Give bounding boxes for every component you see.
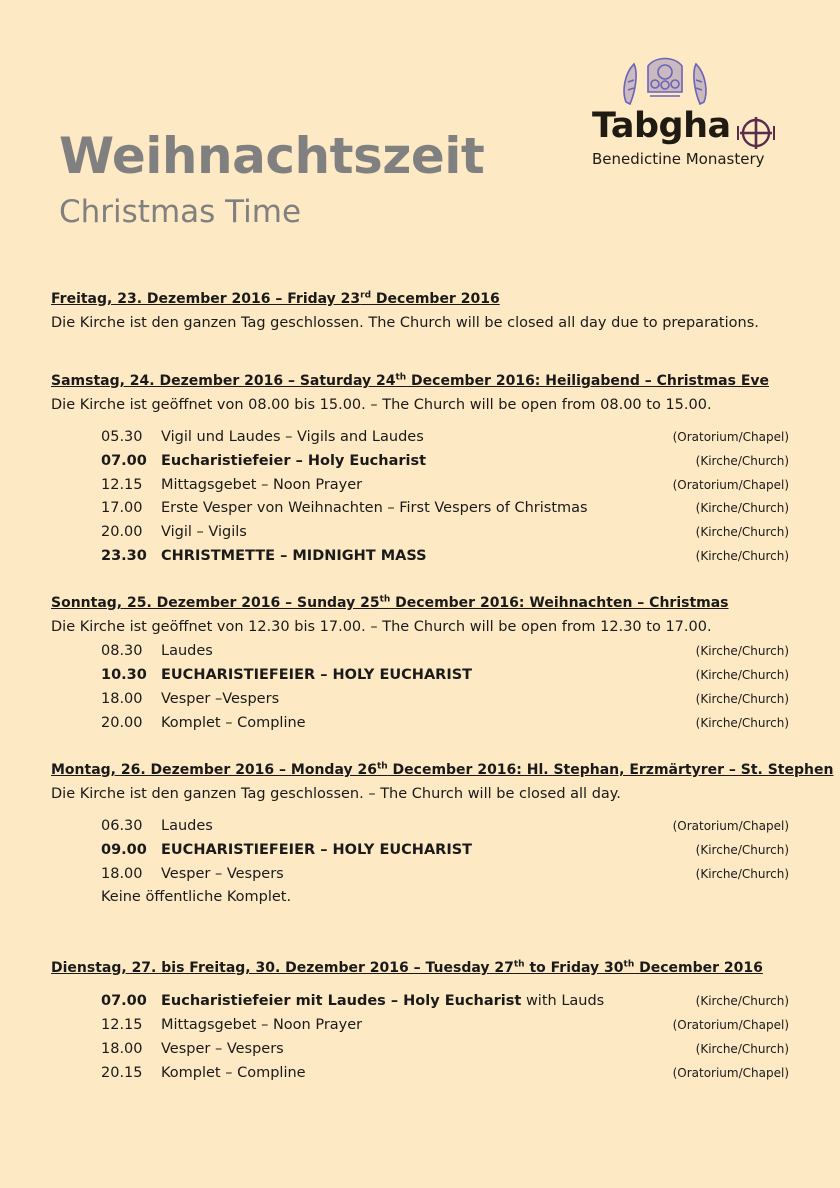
- schedule-row: [0, 451, 840, 471]
- heading-text: December 2016: Weihnachten – Christmas: [390, 595, 729, 611]
- service-name-text: Eucharistiefeier – Holy Eucharist: [161, 453, 427, 469]
- service-location: (Kirche/Church): [695, 525, 789, 539]
- service-time: 18.00: [101, 1041, 143, 1057]
- service-time: 20.00: [101, 524, 143, 540]
- service-name: [161, 840, 472, 860]
- service-time: 07.00: [101, 453, 147, 469]
- service-name: [161, 665, 472, 685]
- service-name: Mittagsgebet – Noon Prayer: [161, 1017, 363, 1033]
- schedule-row: [0, 641, 840, 661]
- section-info-dec-25: Die Kirche ist geöffnet von 12.30 bis 17.00. – The Church will be open from 12.30 to 17.00.: [51, 619, 712, 635]
- schedule-row: [0, 546, 840, 566]
- service-name: Vesper – Vespers: [161, 866, 284, 882]
- heading-ordinal: th: [376, 761, 388, 772]
- service-name: Komplet – Compline: [161, 715, 306, 731]
- service-name-text: CHRISTMETTE – MIDNIGHT MASS: [161, 548, 427, 564]
- logo-tagline: Benedictine Monastery: [592, 150, 765, 168]
- service-time: 17.00: [101, 500, 143, 516]
- service-location: (Kirche/Church): [695, 716, 789, 730]
- service-time: 07.00: [101, 993, 147, 1009]
- service-time: 09.00: [101, 842, 147, 858]
- heading-text: Sonntag, 25. Dezember 2016 – Sunday 25: [51, 595, 380, 611]
- service-name-text: EUCHARISTIEFEIER – HOLY EUCHARIST: [161, 842, 473, 858]
- section-heading-dec-25: [51, 594, 729, 612]
- schedule-row: [0, 689, 840, 709]
- schedule-row: [0, 1015, 840, 1035]
- schedule-row: [0, 665, 840, 685]
- section-info-dec-26: Die Kirche ist den ganzen Tag geschlossen. – The Church will be closed all day.: [51, 786, 621, 802]
- service-name: Mittagsgebet – Noon Prayer: [161, 477, 363, 493]
- service-name: Vigil – Vigils: [161, 524, 247, 540]
- tabgha-logo: [590, 52, 790, 172]
- service-name: Komplet – Compline: [161, 1065, 306, 1081]
- service-time: 12.15: [101, 477, 143, 493]
- service-location: (Kirche/Church): [695, 549, 789, 563]
- page-title: Weihnachtszeit: [59, 127, 485, 185]
- service-name: Laudes: [161, 643, 213, 659]
- service-location: (Kirche/Church): [695, 501, 789, 515]
- service-time: 20.00: [101, 715, 143, 731]
- schedule-row: [0, 498, 840, 518]
- heading-text: December 2016: Hl. Stephan, Erzmärtyrer – St. Stephen: [387, 762, 834, 778]
- service-name-text: EUCHARISTIEFEIER – HOLY EUCHARIST: [161, 667, 473, 683]
- section-heading-dec-26: [51, 761, 833, 779]
- service-name: Vesper – Vespers: [161, 1041, 284, 1057]
- heading-text: Samstag, 24. Dezember 2016 – Saturday 24: [51, 373, 396, 389]
- schedule-row: [0, 475, 840, 495]
- heading-text: Freitag, 23. Dezember 2016 – Friday 23: [51, 291, 361, 307]
- schedule-row: [0, 427, 840, 447]
- service-time: 18.00: [101, 866, 143, 882]
- heading-text: December 2016: [634, 960, 763, 976]
- service-time: 23.30: [101, 548, 147, 564]
- service-location: (Kirche/Church): [695, 454, 789, 468]
- service-time: 18.00: [101, 691, 143, 707]
- section-heading-dec-24: [51, 372, 769, 390]
- loaves-and-fishes-icon: [620, 52, 710, 108]
- service-location: (Oratorium/Chapel): [672, 430, 789, 444]
- service-location: (Kirche/Church): [695, 867, 789, 881]
- schedule-row: [0, 1063, 840, 1083]
- heading-ordinal: th: [513, 959, 525, 970]
- section-info-dec-23: Die Kirche ist den ganzen Tag geschlossen. The Church will be closed all day due to preparations.: [51, 315, 759, 331]
- service-time: 06.30: [101, 818, 143, 834]
- heading-text: December 2016: [371, 291, 500, 307]
- note-no-compline: Keine öffentliche Komplet.: [101, 889, 292, 905]
- service-time: 05.30: [101, 429, 143, 445]
- heading-ordinal: th: [395, 372, 407, 383]
- service-location: (Kirche/Church): [695, 692, 789, 706]
- service-location: (Oratorium/Chapel): [672, 1066, 789, 1080]
- heading-ordinal: rd: [360, 290, 372, 301]
- service-location: (Oratorium/Chapel): [672, 478, 789, 492]
- section-info-dec-24: Die Kirche ist geöffnet von 08.00 bis 15.00. – The Church will be open from 08.00 to 15.00.: [51, 397, 712, 413]
- heading-text: Dienstag, 27. bis Freitag, 30. Dezember 2016 – Tuesday 27: [51, 960, 514, 976]
- heading-text: Montag, 26. Dezember 2016 – Monday 26: [51, 762, 377, 778]
- service-name: [161, 991, 604, 1011]
- schedule-row: [0, 713, 840, 733]
- schedule-row: [0, 816, 840, 836]
- schedule-row: [0, 991, 840, 1011]
- service-location: (Kirche/Church): [695, 994, 789, 1008]
- service-location: (Kirche/Church): [695, 644, 789, 658]
- service-name-suffix: with Lauds: [521, 993, 605, 1009]
- section-heading-dec-23: [51, 290, 500, 308]
- service-location: (Oratorium/Chapel): [672, 819, 789, 833]
- service-location: (Kirche/Church): [695, 1042, 789, 1056]
- heading-ordinal: th: [623, 959, 635, 970]
- service-location: (Kirche/Church): [695, 843, 789, 857]
- service-name: Vesper –Vespers: [161, 691, 280, 707]
- schedule-row: [0, 522, 840, 542]
- schedule-row: [0, 1039, 840, 1059]
- schedule-row: [0, 864, 840, 884]
- section-heading-dec-27-30: [51, 959, 763, 977]
- service-time: 12.15: [101, 1017, 143, 1033]
- logo-name: Tabgha: [592, 106, 731, 146]
- service-name: Erste Vesper von Weihnachten – First Vespers of Christmas: [161, 500, 588, 516]
- service-time: 08.30: [101, 643, 143, 659]
- heading-text: to Friday 30: [524, 960, 624, 976]
- service-name: [161, 546, 427, 566]
- cross-icon: [736, 116, 776, 150]
- service-time: 20.15: [101, 1065, 143, 1081]
- service-name: [161, 451, 426, 471]
- page-subtitle: Christmas Time: [59, 194, 302, 230]
- service-name-text: Eucharistiefeier mit Laudes – Holy Eucharist: [161, 993, 522, 1009]
- service-location: (Oratorium/Chapel): [672, 1018, 789, 1032]
- service-name: Laudes: [161, 818, 213, 834]
- heading-text: December 2016: Heiligabend – Christmas Eve: [406, 373, 770, 389]
- service-name: Vigil und Laudes – Vigils and Laudes: [161, 429, 424, 445]
- service-location: (Kirche/Church): [695, 668, 789, 682]
- schedule-row: [0, 840, 840, 860]
- heading-ordinal: th: [379, 594, 391, 605]
- service-time: 10.30: [101, 667, 147, 683]
